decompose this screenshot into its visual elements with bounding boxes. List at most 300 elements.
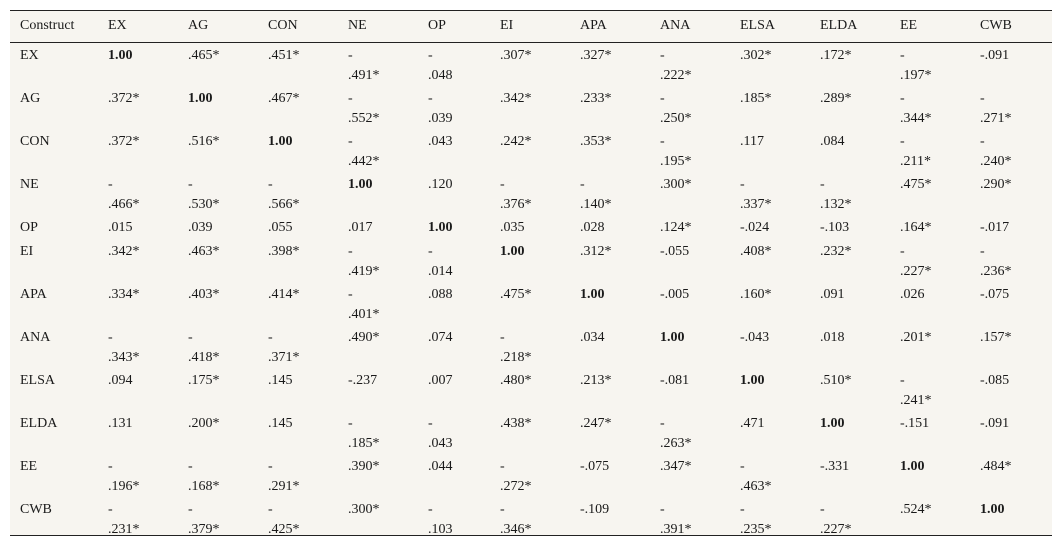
cell-line-2: .132* xyxy=(820,196,852,212)
table-cell xyxy=(490,239,570,282)
table-cell xyxy=(258,42,338,86)
table-cell xyxy=(730,454,810,497)
table-cell xyxy=(418,172,490,215)
cell-line-1: - xyxy=(500,176,505,192)
cell-line-1: .213* xyxy=(580,372,612,388)
cell-line-1: .414* xyxy=(268,286,300,302)
table-cell xyxy=(810,368,890,411)
cell-line-1: .018 xyxy=(820,329,845,345)
table-cell xyxy=(258,368,338,411)
table-cell xyxy=(730,325,810,368)
cell-line-1: -.103 xyxy=(820,219,850,235)
cell-line-1: -.237 xyxy=(348,372,378,388)
cell-line-1: -.085 xyxy=(980,372,1010,388)
table-row xyxy=(10,368,1052,411)
table-cell xyxy=(258,497,338,540)
table-cell xyxy=(970,129,1052,172)
cell-line-1: .017 xyxy=(348,219,373,235)
table-cell xyxy=(890,368,970,411)
cell-line-1: -.075 xyxy=(580,458,610,474)
cell-line-1: - xyxy=(900,243,905,259)
cell-line-1: - xyxy=(188,329,193,345)
cell-line-1: .353* xyxy=(580,133,612,149)
table-body xyxy=(10,42,1052,540)
cell-line-2: .014 xyxy=(428,263,453,279)
cell-line-2: .466* xyxy=(108,196,140,212)
cell-line-1: - xyxy=(428,243,433,259)
cell-line-1: - xyxy=(268,458,273,474)
cell-line-1: .289* xyxy=(820,90,852,106)
cell-line-2: .241* xyxy=(900,392,932,408)
table-cell xyxy=(970,454,1052,497)
cell-line-2: .271* xyxy=(980,110,1012,126)
cell-line-1: .124* xyxy=(660,219,692,235)
cell-line-1: .398* xyxy=(268,243,300,259)
table-row xyxy=(10,497,1052,540)
table-cell xyxy=(418,129,490,172)
cell-line-2: .442* xyxy=(348,153,380,169)
table-header xyxy=(10,11,1052,42)
table-row xyxy=(10,454,1052,497)
table-cell xyxy=(970,325,1052,368)
cell-line-1: - xyxy=(660,133,665,149)
cell-line-1: - xyxy=(428,47,433,63)
header-row xyxy=(10,11,1052,42)
table-row xyxy=(10,411,1052,454)
table-cell xyxy=(490,215,570,239)
cell-line-1: 1.00 xyxy=(820,415,845,431)
cell-line-1: - xyxy=(500,458,505,474)
cell-line-1: - xyxy=(348,47,353,63)
cell-line-2: .291* xyxy=(268,478,300,494)
table-cell xyxy=(730,497,810,540)
cell-line-2: .043 xyxy=(428,435,453,451)
cell-line-1: 1.00 xyxy=(108,47,133,63)
table-cell xyxy=(178,42,258,86)
table-cell xyxy=(730,368,810,411)
table-cell xyxy=(490,172,570,215)
table-cell xyxy=(98,325,178,368)
table-cell xyxy=(338,86,418,129)
cell-line-1: .242* xyxy=(500,133,532,149)
header-ne: NE xyxy=(338,11,418,42)
table-cell xyxy=(418,42,490,86)
cell-line-2: .168* xyxy=(188,478,220,494)
cell-line-1: .327* xyxy=(580,47,612,63)
cell-line-2: .227* xyxy=(900,263,932,279)
table-row xyxy=(10,239,1052,282)
cell-line-1: .015 xyxy=(108,219,133,235)
cell-line-2: .211* xyxy=(900,153,931,169)
cell-line-2: .231* xyxy=(108,521,140,537)
cell-line-1: .094 xyxy=(108,372,133,388)
table-row xyxy=(10,42,1052,86)
cell-line-1: -.151 xyxy=(900,415,930,431)
correlation-table-container xyxy=(10,10,1052,536)
cell-line-1: .307* xyxy=(500,47,532,63)
table-cell xyxy=(730,172,810,215)
table-cell xyxy=(970,368,1052,411)
cell-line-2: .185* xyxy=(348,435,380,451)
table-cell xyxy=(418,454,490,497)
cell-line-1: -.005 xyxy=(660,286,690,302)
header-op: OP xyxy=(418,11,490,42)
cell-line-1: - xyxy=(348,243,353,259)
table-cell xyxy=(258,282,338,325)
cell-line-1: .120 xyxy=(428,176,453,192)
cell-line-2: .566* xyxy=(268,196,300,212)
cell-line-1: 1.00 xyxy=(660,329,685,345)
cell-line-2: .491* xyxy=(348,67,380,83)
cell-line-1: .408* xyxy=(740,243,772,259)
cell-line-2: .344* xyxy=(900,110,932,126)
table-cell xyxy=(570,239,650,282)
table-cell xyxy=(730,86,810,129)
cell-line-1: .342* xyxy=(108,243,140,259)
cell-line-1: - xyxy=(348,133,353,149)
cell-line-1: - xyxy=(500,329,505,345)
cell-line-2: .371* xyxy=(268,349,300,365)
header-ana: ANA xyxy=(650,11,730,42)
cell-line-1: -.331 xyxy=(820,458,850,474)
cell-line-1: .300* xyxy=(348,501,380,517)
cell-line-1: - xyxy=(188,501,193,517)
table-cell xyxy=(258,411,338,454)
cell-line-1: - xyxy=(500,501,505,517)
table-cell xyxy=(418,497,490,540)
table-cell xyxy=(98,129,178,172)
cell-line-2: .227* xyxy=(820,521,852,537)
cell-line-1: .390* xyxy=(348,458,380,474)
row-label: EE xyxy=(20,458,38,474)
table-cell xyxy=(890,86,970,129)
table-cell xyxy=(570,172,650,215)
cell-line-1: .290* xyxy=(980,176,1012,192)
cell-line-1: .145 xyxy=(268,415,293,431)
cell-line-1: - xyxy=(900,47,905,63)
table-cell xyxy=(178,411,258,454)
table-cell xyxy=(970,86,1052,129)
table-cell xyxy=(418,215,490,239)
row-label: EI xyxy=(20,243,34,259)
table-cell xyxy=(730,239,810,282)
cell-line-1: .438* xyxy=(500,415,532,431)
cell-line-1: - xyxy=(740,176,745,192)
table-cell xyxy=(650,325,730,368)
cell-line-1: .465* xyxy=(188,47,220,63)
table-cell xyxy=(810,497,890,540)
table-cell xyxy=(890,172,970,215)
table-cell xyxy=(98,86,178,129)
table-cell xyxy=(890,129,970,172)
row-label: AG xyxy=(20,90,41,106)
cell-line-2: .343* xyxy=(108,349,140,365)
table-cell xyxy=(650,282,730,325)
cell-line-1: - xyxy=(740,501,745,517)
cell-line-1: .233* xyxy=(580,90,612,106)
cell-line-1: - xyxy=(188,176,193,192)
table-cell xyxy=(970,239,1052,282)
table-cell xyxy=(338,282,418,325)
table-cell xyxy=(178,368,258,411)
cell-line-2: .346* xyxy=(500,521,532,537)
table-cell xyxy=(178,86,258,129)
table-cell xyxy=(890,497,970,540)
table-cell xyxy=(810,325,890,368)
table-cell xyxy=(338,454,418,497)
cell-line-1: .131 xyxy=(108,415,133,431)
cell-line-2: .140* xyxy=(580,196,612,212)
table-cell xyxy=(570,86,650,129)
cell-line-1: .007 xyxy=(428,372,453,388)
cell-line-1: - xyxy=(188,458,193,474)
cell-line-1: .471 xyxy=(740,415,765,431)
table-cell xyxy=(490,282,570,325)
table-cell xyxy=(890,411,970,454)
table-cell xyxy=(338,172,418,215)
cell-line-1: .475* xyxy=(900,176,932,192)
table-cell xyxy=(98,368,178,411)
table-cell xyxy=(258,172,338,215)
correlation-table xyxy=(10,11,1052,540)
cell-line-2: .463* xyxy=(740,478,772,494)
table-cell xyxy=(890,454,970,497)
cell-line-2: .250* xyxy=(660,110,692,126)
table-cell xyxy=(338,42,418,86)
cell-line-2: .196* xyxy=(108,478,140,494)
table-cell xyxy=(258,454,338,497)
table-row xyxy=(10,215,1052,239)
cell-line-2: .197* xyxy=(900,67,932,83)
table-cell xyxy=(890,215,970,239)
cell-line-1: -.055 xyxy=(660,243,690,259)
table-row xyxy=(10,325,1052,368)
cell-line-1: .334* xyxy=(108,286,140,302)
cell-line-2: .419* xyxy=(348,263,380,279)
cell-line-1: .372* xyxy=(108,90,140,106)
cell-line-1: - xyxy=(980,243,985,259)
cell-line-1: .117 xyxy=(740,133,764,149)
row-label: CWB xyxy=(20,501,52,517)
table-row xyxy=(10,86,1052,129)
header-ei: EI xyxy=(490,11,570,42)
cell-line-2: .240* xyxy=(980,153,1012,169)
cell-line-1: .516* xyxy=(188,133,220,149)
table-cell xyxy=(98,282,178,325)
cell-line-1: .084 xyxy=(820,133,845,149)
table-cell xyxy=(650,172,730,215)
table-cell xyxy=(570,215,650,239)
cell-line-1: - xyxy=(428,501,433,517)
table-cell xyxy=(650,129,730,172)
cell-line-1: 1.00 xyxy=(188,90,213,106)
table-cell xyxy=(810,86,890,129)
table-cell xyxy=(178,215,258,239)
cell-line-1: .480* xyxy=(500,372,532,388)
cell-line-1: - xyxy=(900,133,905,149)
table-cell xyxy=(570,325,650,368)
table-cell xyxy=(258,86,338,129)
table-cell xyxy=(178,172,258,215)
table-cell xyxy=(810,239,890,282)
cell-line-2: .218* xyxy=(500,349,532,365)
cell-line-1: .039 xyxy=(188,219,213,235)
cell-line-1: -.075 xyxy=(980,286,1010,302)
cell-line-1: .157* xyxy=(980,329,1012,345)
cell-line-1: .247* xyxy=(580,415,612,431)
cell-line-1: .088 xyxy=(428,286,453,302)
table-cell xyxy=(970,282,1052,325)
cell-line-1: .342* xyxy=(500,90,532,106)
row-label: ELSA xyxy=(20,372,55,388)
table-cell xyxy=(890,239,970,282)
row-label: EX xyxy=(20,47,39,63)
table-cell xyxy=(650,497,730,540)
cell-line-1: - xyxy=(900,372,905,388)
cell-line-2: .401* xyxy=(348,306,380,322)
table-cell xyxy=(490,497,570,540)
table-row xyxy=(10,172,1052,215)
table-cell xyxy=(810,454,890,497)
cell-line-1: .300* xyxy=(660,176,692,192)
cell-line-2: .379* xyxy=(188,521,220,537)
table-cell xyxy=(970,42,1052,86)
cell-line-1: - xyxy=(108,458,113,474)
table-cell xyxy=(970,411,1052,454)
table-cell xyxy=(98,497,178,540)
table-cell xyxy=(258,129,338,172)
table-cell xyxy=(730,411,810,454)
table-cell xyxy=(490,368,570,411)
cell-line-1: - xyxy=(108,329,113,345)
cell-line-1: - xyxy=(660,501,665,517)
table-cell xyxy=(810,411,890,454)
cell-line-1: -.091 xyxy=(980,415,1010,431)
table-cell xyxy=(418,86,490,129)
row-label: ELDA xyxy=(20,415,58,431)
cell-line-2: .376* xyxy=(500,196,532,212)
cell-line-2: .391* xyxy=(660,521,692,537)
header-elda: ELDA xyxy=(810,11,890,42)
cell-line-1: - xyxy=(268,176,273,192)
table-cell xyxy=(890,282,970,325)
table-cell xyxy=(258,239,338,282)
cell-line-1: .484* xyxy=(980,458,1012,474)
cell-line-1: - xyxy=(900,90,905,106)
table-cell xyxy=(490,411,570,454)
table-cell xyxy=(258,325,338,368)
cell-line-1: .232* xyxy=(820,243,852,259)
cell-line-1: -.024 xyxy=(740,219,770,235)
cell-line-2: .195* xyxy=(660,153,692,169)
cell-line-1: - xyxy=(428,90,433,106)
table-cell xyxy=(338,215,418,239)
cell-line-1: .475* xyxy=(500,286,532,302)
table-cell xyxy=(338,129,418,172)
cell-line-1: .463* xyxy=(188,243,220,259)
table-cell xyxy=(650,411,730,454)
table-cell xyxy=(730,42,810,86)
row-label: NE xyxy=(20,176,39,192)
table-cell xyxy=(98,215,178,239)
table-cell xyxy=(570,129,650,172)
table-cell xyxy=(178,497,258,540)
cell-line-1: .524* xyxy=(900,501,932,517)
header-apa: APA xyxy=(570,11,650,42)
header-ag: AG xyxy=(178,11,258,42)
table-cell xyxy=(98,42,178,86)
cell-line-2: .425* xyxy=(268,521,300,537)
table-cell xyxy=(178,325,258,368)
cell-line-2: .552* xyxy=(348,110,380,126)
cell-line-1: .510* xyxy=(820,372,852,388)
table-cell xyxy=(650,454,730,497)
cell-line-1: 1.00 xyxy=(500,243,525,259)
table-cell xyxy=(970,172,1052,215)
cell-line-1: -.109 xyxy=(580,501,610,517)
cell-line-1: 1.00 xyxy=(428,219,453,235)
table-cell xyxy=(570,411,650,454)
table-cell xyxy=(570,368,650,411)
cell-line-1: .175* xyxy=(188,372,220,388)
cell-line-1: 1.00 xyxy=(580,286,605,302)
table-cell xyxy=(490,42,570,86)
table-cell xyxy=(810,129,890,172)
cell-line-2: .530* xyxy=(188,196,220,212)
row-label: APA xyxy=(20,286,47,302)
table-cell xyxy=(650,42,730,86)
table-cell xyxy=(98,172,178,215)
cell-line-1: .164* xyxy=(900,219,932,235)
table-cell xyxy=(490,129,570,172)
cell-line-1: - xyxy=(348,286,353,302)
table-cell xyxy=(338,368,418,411)
cell-line-1: .172* xyxy=(820,47,852,63)
table-cell xyxy=(490,325,570,368)
cell-line-1: -.017 xyxy=(980,219,1010,235)
cell-line-1: - xyxy=(740,458,745,474)
table-cell xyxy=(810,172,890,215)
table-cell xyxy=(338,239,418,282)
cell-line-1: - xyxy=(348,90,353,106)
table-cell xyxy=(570,42,650,86)
header-con: CON xyxy=(258,11,338,42)
cell-line-1: .074 xyxy=(428,329,453,345)
table-cell xyxy=(98,454,178,497)
table-cell xyxy=(570,282,650,325)
cell-line-1: .145 xyxy=(268,372,293,388)
cell-line-1: .200* xyxy=(188,415,220,431)
row-label: CON xyxy=(20,133,50,149)
table-cell xyxy=(650,215,730,239)
cell-line-1: .160* xyxy=(740,286,772,302)
table-cell xyxy=(338,497,418,540)
cell-line-2: .222* xyxy=(660,67,692,83)
cell-line-1: .403* xyxy=(188,286,220,302)
cell-line-1: .490* xyxy=(348,329,380,345)
table-cell xyxy=(490,86,570,129)
table-cell xyxy=(810,282,890,325)
cell-line-1: - xyxy=(660,90,665,106)
table-cell xyxy=(98,239,178,282)
cell-line-2: .263* xyxy=(660,435,692,451)
cell-line-1: -.043 xyxy=(740,329,770,345)
table-cell xyxy=(338,411,418,454)
cell-line-1: .035 xyxy=(500,219,525,235)
header-cwb: CWB xyxy=(970,11,1052,42)
cell-line-1: - xyxy=(980,90,985,106)
cell-line-1: - xyxy=(820,501,825,517)
